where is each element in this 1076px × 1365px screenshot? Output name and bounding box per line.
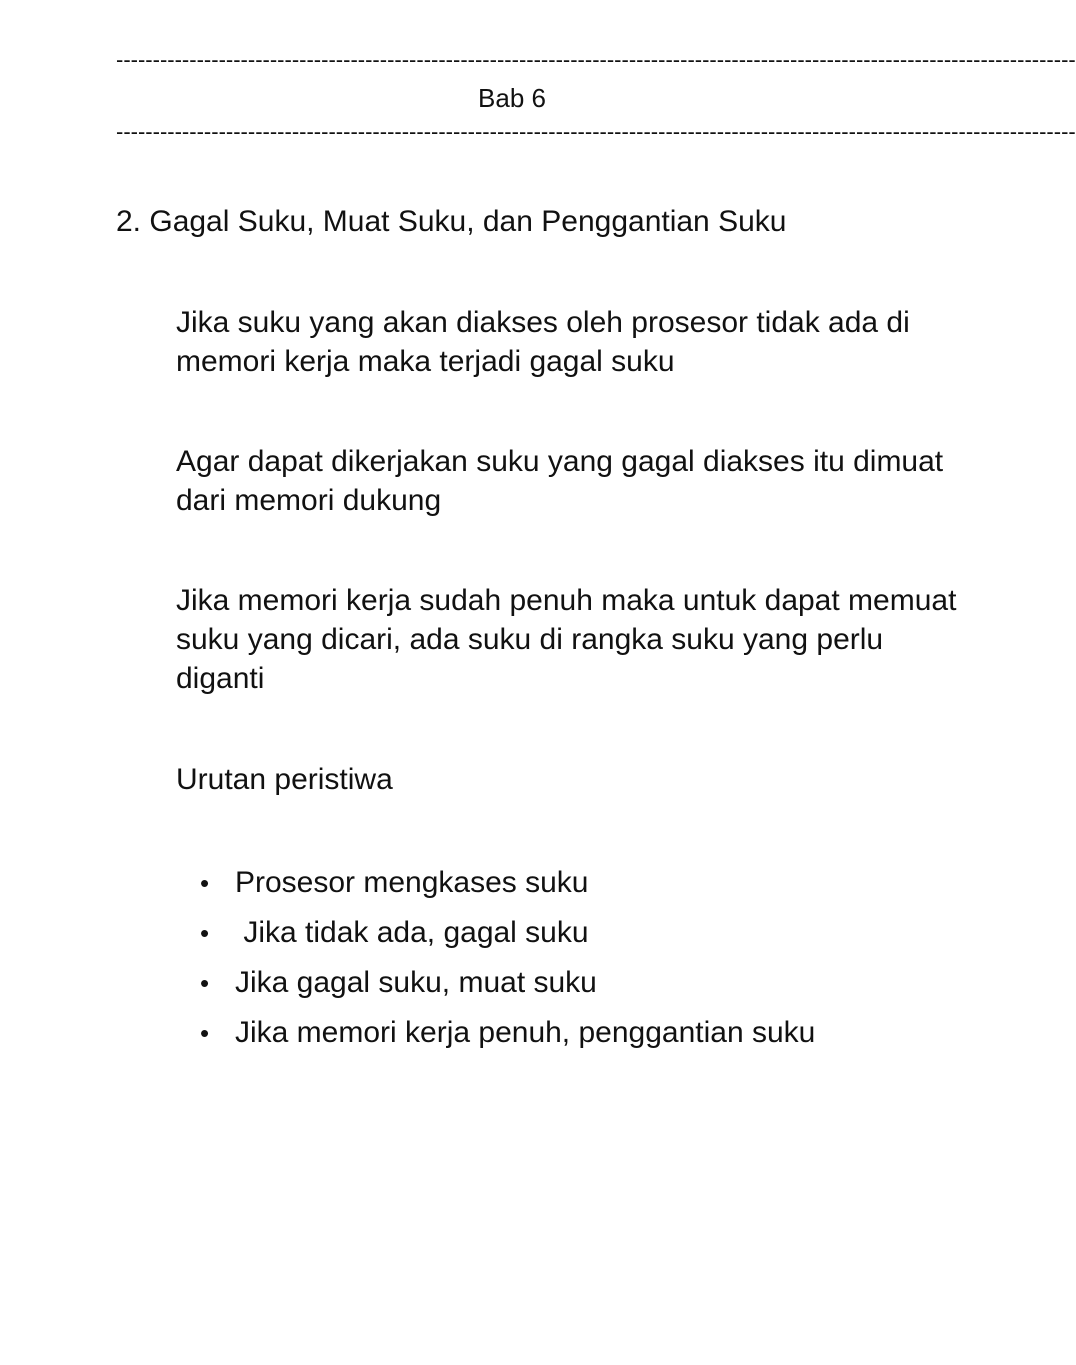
list-item-text: Prosesor mengkases suku bbox=[235, 866, 589, 899]
paragraph-page-fault: Jika suku yang akan diakses oleh prosesor tidak ada di memori kerja maka terjadi gagal suku bbox=[176, 306, 910, 378]
list-item bbox=[200, 1008, 815, 1058]
header-rule-top: ----------------------------------------------------------------------------------------------------------------------------------- bbox=[116, 47, 1076, 72]
paragraph-replace-page: Jika memori kerja sudah penuh maka untuk dapat memuat suku yang dicari, ada suku di rangka suku yang perlu diganti bbox=[176, 584, 957, 695]
list-item-text: Jika memori kerja penuh, penggantian suku bbox=[235, 1016, 816, 1049]
bullet-icon: • bbox=[200, 868, 210, 898]
list-item bbox=[200, 958, 815, 1008]
section-title: 2. Gagal Suku, Muat Suku, dan Penggantian Suku bbox=[116, 205, 787, 238]
bullet-icon: • bbox=[200, 968, 210, 998]
paragraph-event-sequence: Urutan peristiwa bbox=[176, 763, 393, 796]
list-item bbox=[200, 908, 815, 958]
list-item-text: Jika gagal suku, muat suku bbox=[235, 966, 597, 999]
list-item-text: Jika tidak ada, gagal suku bbox=[235, 916, 589, 949]
page-header-title: Bab 6 bbox=[478, 83, 546, 113]
header-rule-bottom: ----------------------------------------------------------------------------------------------------------------------------------- bbox=[116, 119, 1076, 144]
paragraph-load-page: Agar dapat dikerjakan suku yang gagal diakses itu dimuat dari memori dukung bbox=[176, 445, 944, 517]
event-sequence-list bbox=[200, 858, 815, 1058]
list-item bbox=[200, 858, 815, 908]
bullet-icon: • bbox=[200, 918, 210, 948]
bullet-icon: • bbox=[200, 1018, 210, 1048]
